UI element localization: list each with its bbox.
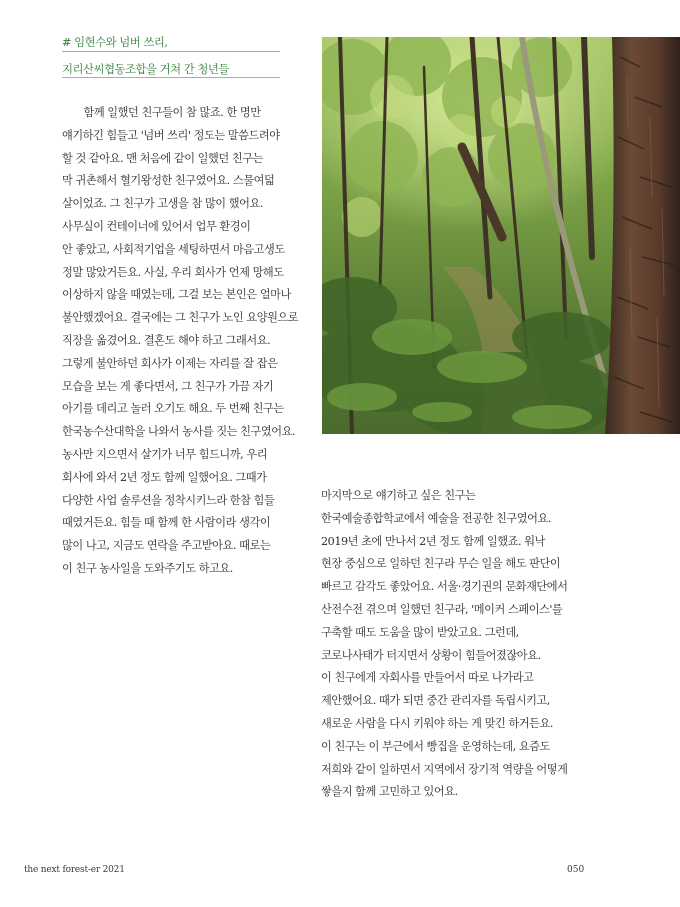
body-line: 다양한 사업 솔루션을 정착시키느라 한참 힘들 [62, 493, 275, 507]
body-line: 쌓을지 함께 고민하고 있어요. [321, 785, 458, 799]
body-line: 새로운 사람을 다시 키워야 하는 게 맞긴 하거든요. [321, 716, 553, 730]
body-line: 함께 일했던 친구들이 참 많죠. 한 명만 [62, 106, 261, 119]
body-line: 불안했겠어요. 결국에는 그 친구가 노인 요양원으로 [62, 311, 299, 325]
forest-photo-illustration [322, 37, 680, 434]
footer-magazine-title: the next forest-er 2021 [24, 865, 125, 875]
body-line: 얘기하긴 힘들고 '넘버 쓰리' 정도는 말씀드려야 [62, 128, 280, 142]
body-line: 한국농수산대학을 나와서 농사를 짓는 친구였어요. [62, 425, 296, 439]
body-line: 구축할 때도 도움을 많이 받았고요. 그런데, [321, 625, 519, 639]
body-line: 제안했어요. 때가 되면 중간 관리자를 독립시키고, [321, 694, 550, 708]
body-line: 한국예술종합학교에서 예술을 전공한 친구였어요. [321, 511, 551, 525]
body-line: 이 친구에게 자회사를 만들어서 따로 나가라고 [321, 671, 534, 685]
forest-photo [322, 37, 680, 434]
body-column-right [321, 485, 568, 804]
heading-line-1: # 임현수와 넘버 쓰리, [62, 35, 168, 49]
body-line: 때였거든요. 힘들 때 함께 한 사람이라 생각이 [62, 516, 271, 530]
body-line: 저희와 같이 일하면서 지역에서 장기적 역량을 어떻게 [321, 762, 568, 776]
heading-line-2: 지리산씨협동조합을 거쳐 간 청년들 [62, 62, 229, 76]
body-line: 현장 중심으로 일하던 친구라 무슨 일을 해도 판단이 [321, 557, 561, 571]
body-line: 정말 많았거든요. 사실, 우리 회사가 언제 망해도 [62, 265, 284, 279]
body-line: 회사에 와서 2년 정도 함께 일했어요. 그때가 [62, 470, 267, 484]
body-line: 막 귀촌해서 혈기왕성한 친구였어요. 스물여덟 [62, 174, 275, 188]
body-line: 모습을 보는 게 좋다면서, 그 친구가 가끔 자기 [62, 379, 274, 393]
body-line: 이상하지 않을 때였는데, 그걸 보는 본인은 얼마나 [62, 288, 291, 302]
body-line: 이 친구는 이 부근에서 빵집을 운영하는데, 요즘도 [321, 739, 550, 753]
body-line: 이 친구 농사일을 도와주기도 하고요. [62, 561, 233, 575]
body-line: 농사만 지으면서 살기가 너무 힘드니까, 우리 [62, 447, 268, 461]
body-line: 산전수전 겪으며 일했던 친구라, '메이커 스페이스'를 [321, 602, 563, 616]
body-line: 살이었죠. 그 친구가 고생을 참 많이 했어요. [62, 197, 263, 211]
body-line: 아기를 데리고 놀러 오기도 해요. 두 번째 친구는 [62, 402, 284, 416]
body-line: 마지막으로 얘기하고 싶은 친구는 [321, 489, 476, 502]
heading-rule-top [62, 51, 280, 52]
body-line: 코로나사태가 터지면서 상황이 힘들어졌잖아요. [321, 648, 541, 662]
body-line: 그렇게 불안하던 회사가 이제는 자리를 잘 잡은 [62, 356, 278, 370]
page-number: 050 [567, 865, 585, 875]
body-line: 직장을 옮겼어요. 결혼도 해야 하고 그래서요. [62, 333, 271, 347]
body-line: 사무실이 컨테이너에 있어서 업무 환경이 [62, 219, 251, 233]
body-line: 2019년 초에 만나서 2년 정도 함께 일했죠. 워낙 [321, 534, 545, 548]
body-line: 빠르고 감각도 좋았어요. 서울·경기권의 문화재단에서 [321, 580, 568, 594]
heading-rule-bottom [62, 77, 280, 78]
body-column-left [62, 102, 298, 581]
body-line: 많이 나고, 지금도 연락을 주고받아요. 때로는 [62, 539, 271, 553]
body-line: 안 좋았고, 사회적기업을 세팅하면서 마음고생도 [62, 242, 285, 256]
body-line: 할 것 같아요. 맨 처음에 같이 일했던 친구는 [62, 151, 263, 165]
